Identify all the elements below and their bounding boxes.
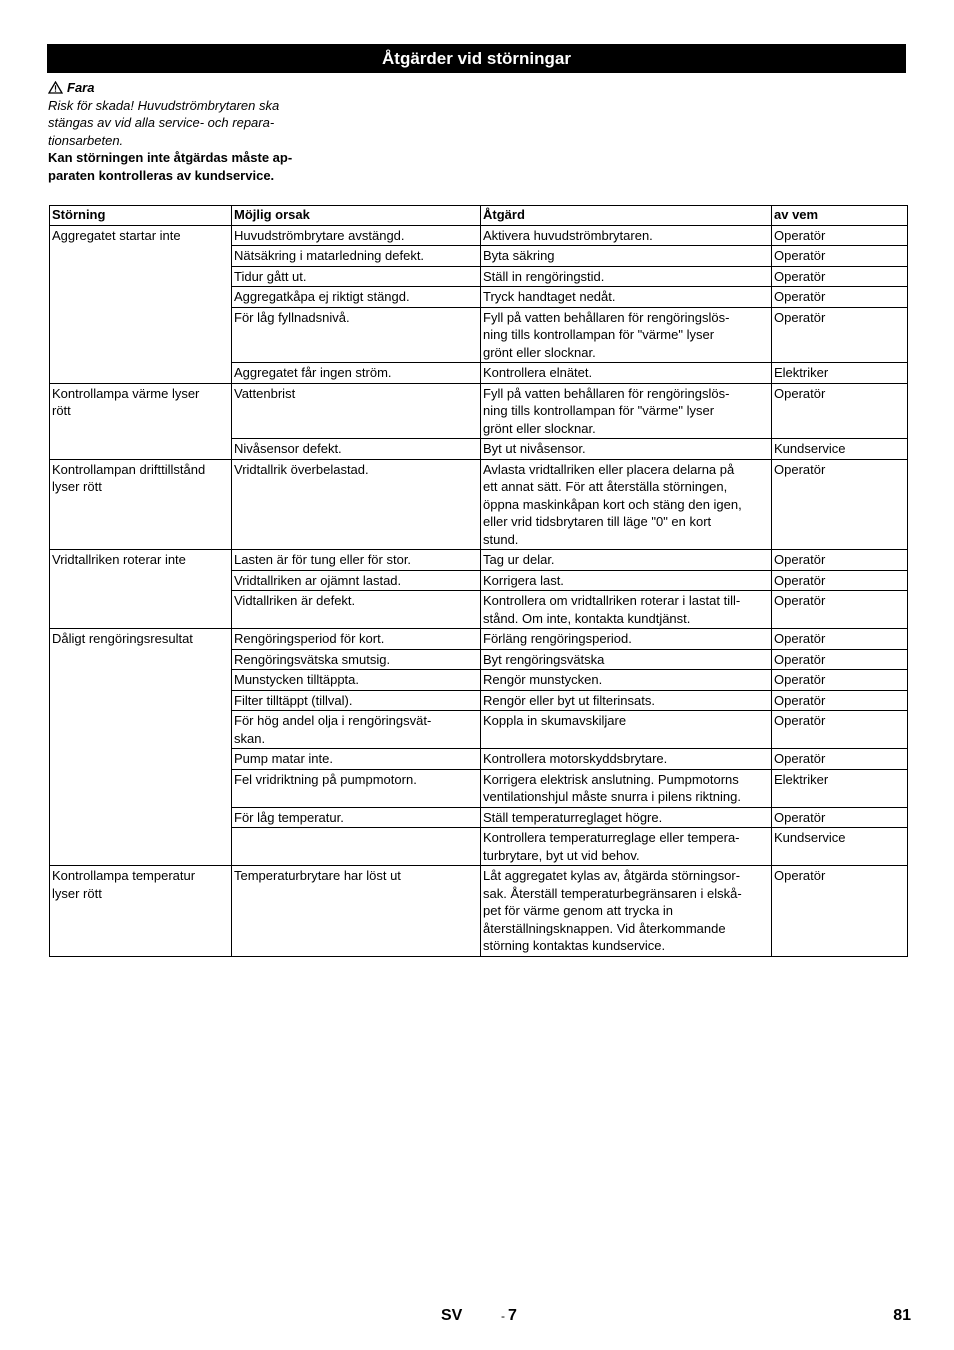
danger-text: Risk för skada! Huvudströmbrytaren ska stängas av vid alla service- och repara- tionsarbeten. — [48, 97, 280, 148]
action-cell: Kontrollera temperaturreglage eller tempera- turbrytare, byt ut vid behov. — [481, 828, 772, 866]
danger-notice — [48, 79, 338, 184]
danger-heading — [48, 79, 338, 97]
action-cell: Korrigera last. — [481, 570, 772, 591]
table-header-row — [50, 206, 908, 226]
cause-cell: Aggregatet får ingen ström. — [232, 363, 481, 384]
responsible-cell: Operatör — [772, 246, 908, 267]
cause-cell: Rengöringsperiod för kort. — [232, 629, 481, 650]
cause-cell: Fel vridriktning på pumpmotorn. — [232, 769, 481, 807]
action-cell: Byta säkring — [481, 246, 772, 267]
fault-cell: Kontrollampan drifttillstånd lyser rött — [50, 459, 232, 550]
cause-cell: Lasten är för tung eller för stor. — [232, 550, 481, 571]
cause-cell: Aggregatkåpa ej riktigt stängd. — [232, 287, 481, 308]
cause-cell: För låg temperatur. — [232, 807, 481, 828]
cause-cell: Pump matar inte. — [232, 749, 481, 770]
cause-cell: Vattenbrist — [232, 383, 481, 439]
table-row — [50, 866, 908, 957]
cause-cell: Vridtallriken ar ojämnt lastad. — [232, 570, 481, 591]
responsible-cell: Operatör — [772, 649, 908, 670]
action-cell: Kontrollera elnätet. — [481, 363, 772, 384]
action-cell: Rengör eller byt ut filterinsats. — [481, 690, 772, 711]
action-cell: Koppla in skumavskiljare — [481, 711, 772, 749]
header-fault: Störning — [50, 206, 232, 226]
responsible-cell: Elektriker — [772, 769, 908, 807]
action-cell: Aktivera huvudströmbrytaren. — [481, 225, 772, 246]
cause-cell: Rengöringsvätska smutsig. — [232, 649, 481, 670]
action-cell: Fyll på vatten behållaren för rengöringslös- ning tills kontrollampan för "värme" lyser grönt eller slocknar. — [481, 383, 772, 439]
cause-cell: Munstycken tilltäppta. — [232, 670, 481, 691]
responsible-cell: Operatör — [772, 629, 908, 650]
responsible-cell: Elektriker — [772, 363, 908, 384]
cause-cell: Huvudströmbrytare avstängd. — [232, 225, 481, 246]
responsible-cell: Operatör — [772, 459, 908, 550]
action-cell: Förläng rengöringsperiod. — [481, 629, 772, 650]
cause-cell: För hög andel olja i rengöringsvät- skan. — [232, 711, 481, 749]
action-cell: Byt ut nivåsensor. — [481, 439, 772, 460]
responsible-cell: Operatör — [772, 307, 908, 363]
fault-cell: Vridtallriken roterar inte — [50, 550, 232, 629]
warning-triangle-icon — [48, 81, 63, 94]
action-cell: Låt aggregatet kylas av, åtgärda störningsor- sak. Återställ temperaturbegränsaren i elskå- pet för värme genom att trycka in återställningsknappen. Vid återkommande störning kontaktas kundservice. — [481, 866, 772, 957]
footer-section-page — [501, 1307, 517, 1325]
cause-cell: Vidtallriken är defekt. — [232, 591, 481, 629]
cause-cell — [232, 828, 481, 866]
action-cell: Tryck handtaget nedåt. — [481, 287, 772, 308]
action-cell: Kontrollera motorskyddsbrytare. — [481, 749, 772, 770]
page-title: Åtgärder vid störningar — [47, 44, 906, 73]
table-row — [50, 225, 908, 246]
cause-cell: Temperaturbrytare har löst ut — [232, 866, 481, 957]
responsible-cell: Operatör — [772, 570, 908, 591]
footer-dash: - — [501, 1309, 505, 1323]
action-cell: Kontrollera om vridtallriken roterar i lastat till- stånd. Om inte, kontakta kundtjänst. — [481, 591, 772, 629]
action-cell: Korrigera elektrisk anslutning. Pumpmotorns ventilationshjul måste snurra i pilens riktning. — [481, 769, 772, 807]
action-cell: Avlasta vridtallriken eller placera delarna på ett annat sätt. För att återställa störningen, öppna maskinkåpan kort och stäng den igen, eller vrid tidsbrytaren till läge "0" en kort stund. — [481, 459, 772, 550]
cause-cell: Tidur gått ut. — [232, 266, 481, 287]
table-row — [50, 629, 908, 650]
danger-bold-text: Kan störningen inte åtgärdas måste ap- paraten kontrolleras av kundservice. — [48, 150, 293, 183]
responsible-cell: Kundservice — [772, 439, 908, 460]
responsible-cell: Operatör — [772, 670, 908, 691]
responsible-cell: Operatör — [772, 287, 908, 308]
cause-cell: Nivåsensor defekt. — [232, 439, 481, 460]
header-who: av vem — [772, 206, 908, 226]
action-cell: Ställ temperaturreglaget högre. — [481, 807, 772, 828]
fault-cell: Kontrollampa temperatur lyser rött — [50, 866, 232, 957]
action-cell: Rengör munstycken. — [481, 670, 772, 691]
fault-cell: Dåligt rengöringsresultat — [50, 629, 232, 866]
cause-cell: Nätsäkring i matarledning defekt. — [232, 246, 481, 267]
action-cell: Tag ur delar. — [481, 550, 772, 571]
header-action: Åtgärd — [481, 206, 772, 226]
footer-page-number: 81 — [893, 1307, 911, 1324]
responsible-cell: Kundservice — [772, 828, 908, 866]
responsible-cell: Operatör — [772, 550, 908, 571]
troubleshooting-table — [49, 205, 908, 957]
footer-section-number: 7 — [508, 1307, 517, 1324]
responsible-cell: Operatör — [772, 807, 908, 828]
action-cell: Fyll på vatten behållaren för rengöringslös- ning tills kontrollampan för "värme" lyser grönt eller slocknar. — [481, 307, 772, 363]
table-row — [50, 550, 908, 571]
footer-language: SV — [441, 1307, 463, 1324]
cause-cell: Filter tilltäppt (tillval). — [232, 690, 481, 711]
cause-cell: Vridtallrik överbelastad. — [232, 459, 481, 550]
responsible-cell: Operatör — [772, 383, 908, 439]
responsible-cell: Operatör — [772, 690, 908, 711]
table-body — [50, 225, 908, 956]
action-cell: Ställ in rengöringstid. — [481, 266, 772, 287]
responsible-cell: Operatör — [772, 749, 908, 770]
danger-label: Fara — [67, 80, 95, 95]
fault-cell: Aggregatet startar inte — [50, 225, 232, 383]
header-cause: Möjlig orsak — [232, 206, 481, 226]
responsible-cell: Operatör — [772, 225, 908, 246]
responsible-cell: Operatör — [772, 866, 908, 957]
action-cell: Byt rengöringsvätska — [481, 649, 772, 670]
responsible-cell: Operatör — [772, 266, 908, 287]
responsible-cell: Operatör — [772, 711, 908, 749]
cause-cell: För låg fyllnadsnivå. — [232, 307, 481, 363]
table-row — [50, 383, 908, 439]
responsible-cell: Operatör — [772, 591, 908, 629]
table-row — [50, 459, 908, 550]
fault-cell: Kontrollampa värme lyser rött — [50, 383, 232, 459]
